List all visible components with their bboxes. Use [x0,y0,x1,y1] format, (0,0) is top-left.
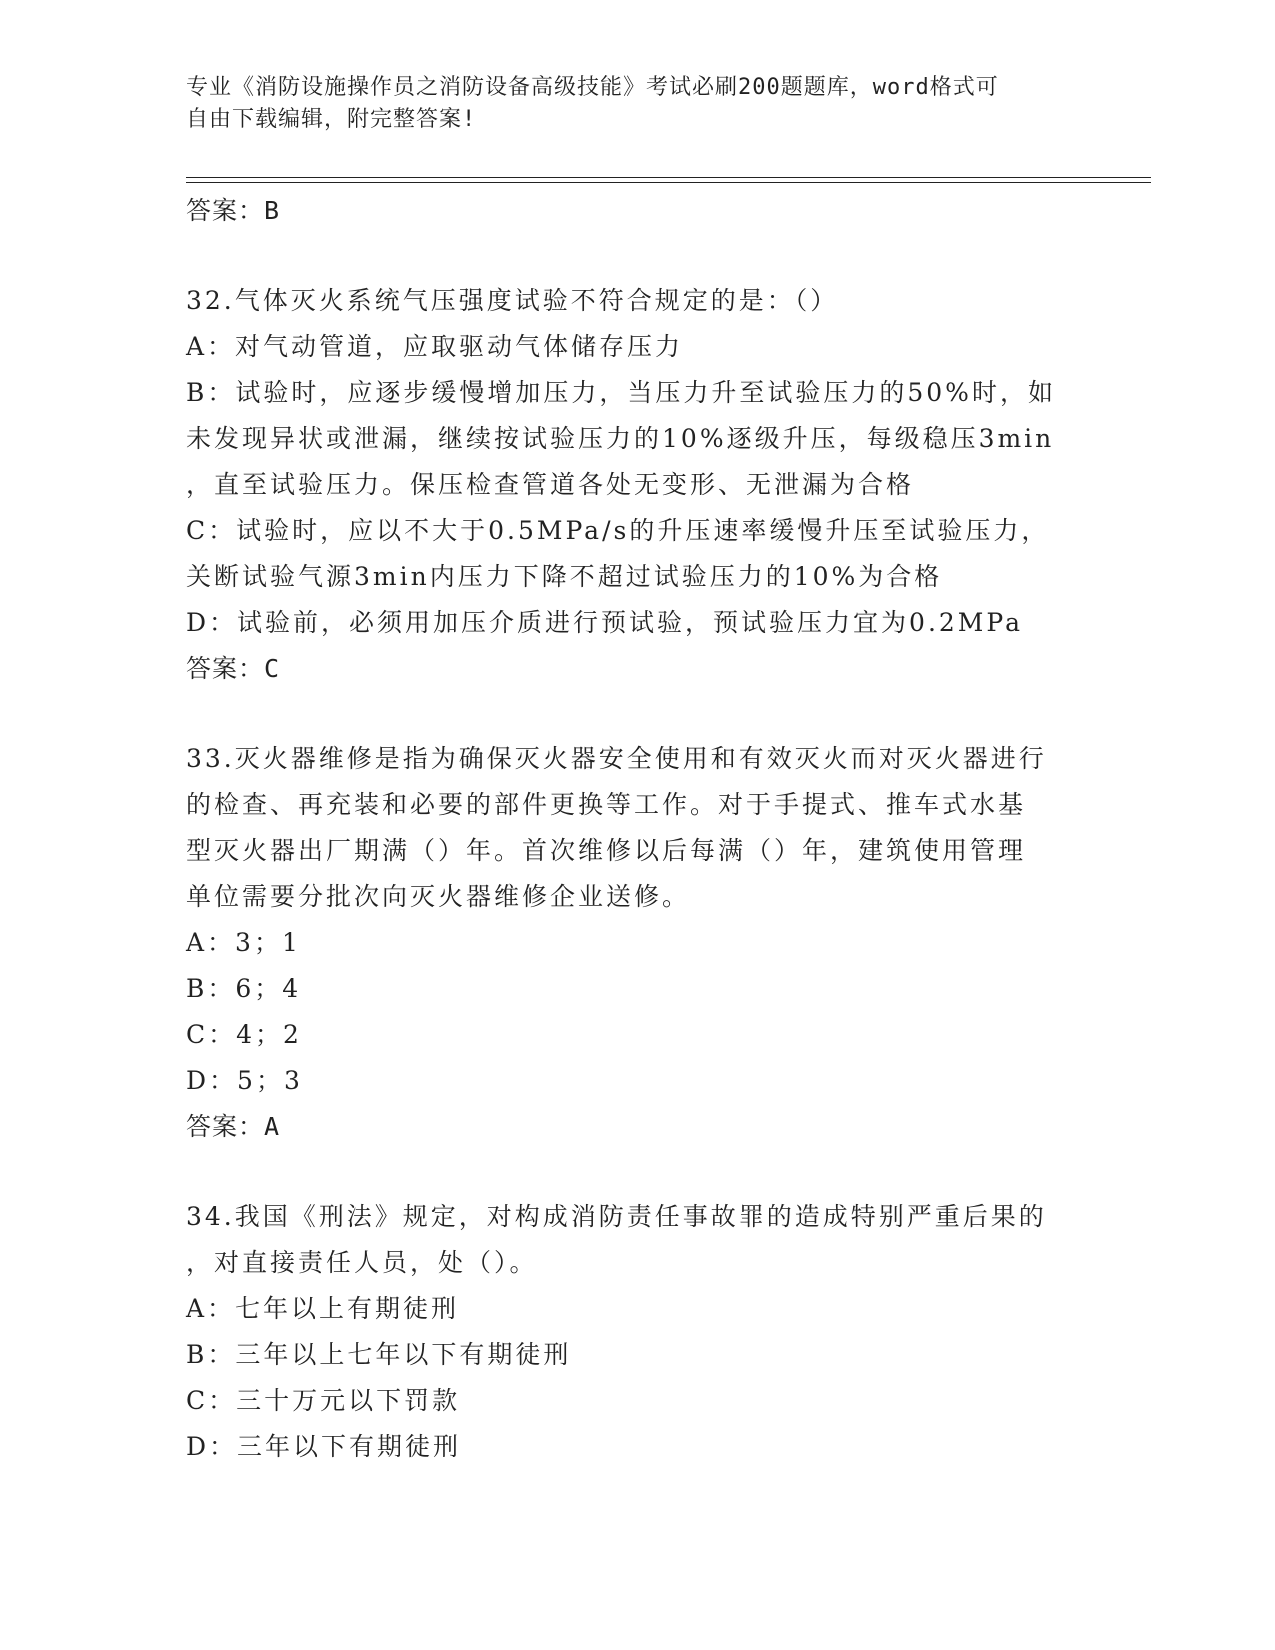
header-line-2: 自由下载编辑，附完整答案! [186,107,477,132]
option-line: B：6；4 [186,974,302,1003]
question-34 [186,1194,1086,1470]
option-line: 未发现异状或泄漏，继续按试验压力的10%逐级升压，每级稳压3min [186,424,1055,453]
option-line: D：试验前，必须用加压介质进行预试验，预试验压力宜为0.2MPa [186,608,1024,637]
question-stem-line: 34.我国《刑法》规定，对构成消防责任事故罪的造成特别严重后果的 [186,1202,1047,1231]
question-stem-line: ，对直接责任人员，处（）。 [186,1248,538,1277]
previous-answer: 答案：B [186,196,281,225]
header-divider-top [186,177,1151,178]
header-divider-bottom [186,182,1151,183]
question-stem-line: 33.灭火器维修是指为确保灭火器安全使用和有效灭火而对灭火器进行 [186,744,1047,773]
question-stem-line: 单位需要分批次向灭火器维修企业送修。 [186,882,691,911]
option-line: 关断试验气源3min内压力下降不超过试验压力的10%为合格 [186,562,943,591]
option-line: ，直至试验压力。保压检查管道各处无变形、无泄漏为合格 [186,470,915,499]
option-line: C：4；2 [186,1020,302,1049]
spacer [186,1150,1086,1194]
question-stem-line: 32.气体灭火系统气压强度试验不符合规定的是：（） [186,286,839,315]
option-line: B：三年以上七年以下有期徒刑 [186,1340,572,1369]
option-line: B：试验时，应逐步缓慢增加压力，当压力升至试验压力的50%时，如 [186,378,1056,407]
answer-line: 答案：A [186,1112,281,1141]
option-line: C：三十万元以下罚款 [186,1386,461,1415]
spacer [186,692,1086,736]
option-line: A：对气动管道，应取驱动气体储存压力 [186,332,684,361]
option-line: D：三年以下有期徒刑 [186,1432,462,1461]
option-line: A：3；1 [186,928,301,957]
document-header [186,72,1066,136]
answer-line: 答案：C [186,654,281,683]
question-stem-line: 型灭火器出厂期满（）年。首次维修以后每满（）年，建筑使用管理 [186,836,1027,865]
option-line: C：试验时，应以不大于0.5MPa/s的升压速率缓慢升压至试验压力， [186,516,1050,545]
question-33 [186,736,1086,1150]
question-list [186,188,1086,1470]
header-line-1: 专业《消防设施操作员之消防设备高级技能》考试必刷200题题库，word格式可 [186,75,999,100]
option-line: D：5；3 [186,1066,303,1095]
option-line: A：七年以上有期徒刑 [186,1294,460,1323]
question-32 [186,278,1086,692]
question-stem-line: 的检查、再充装和必要的部件更换等工作。对于手提式、推车式水基 [186,790,1027,819]
spacer [186,234,1086,278]
